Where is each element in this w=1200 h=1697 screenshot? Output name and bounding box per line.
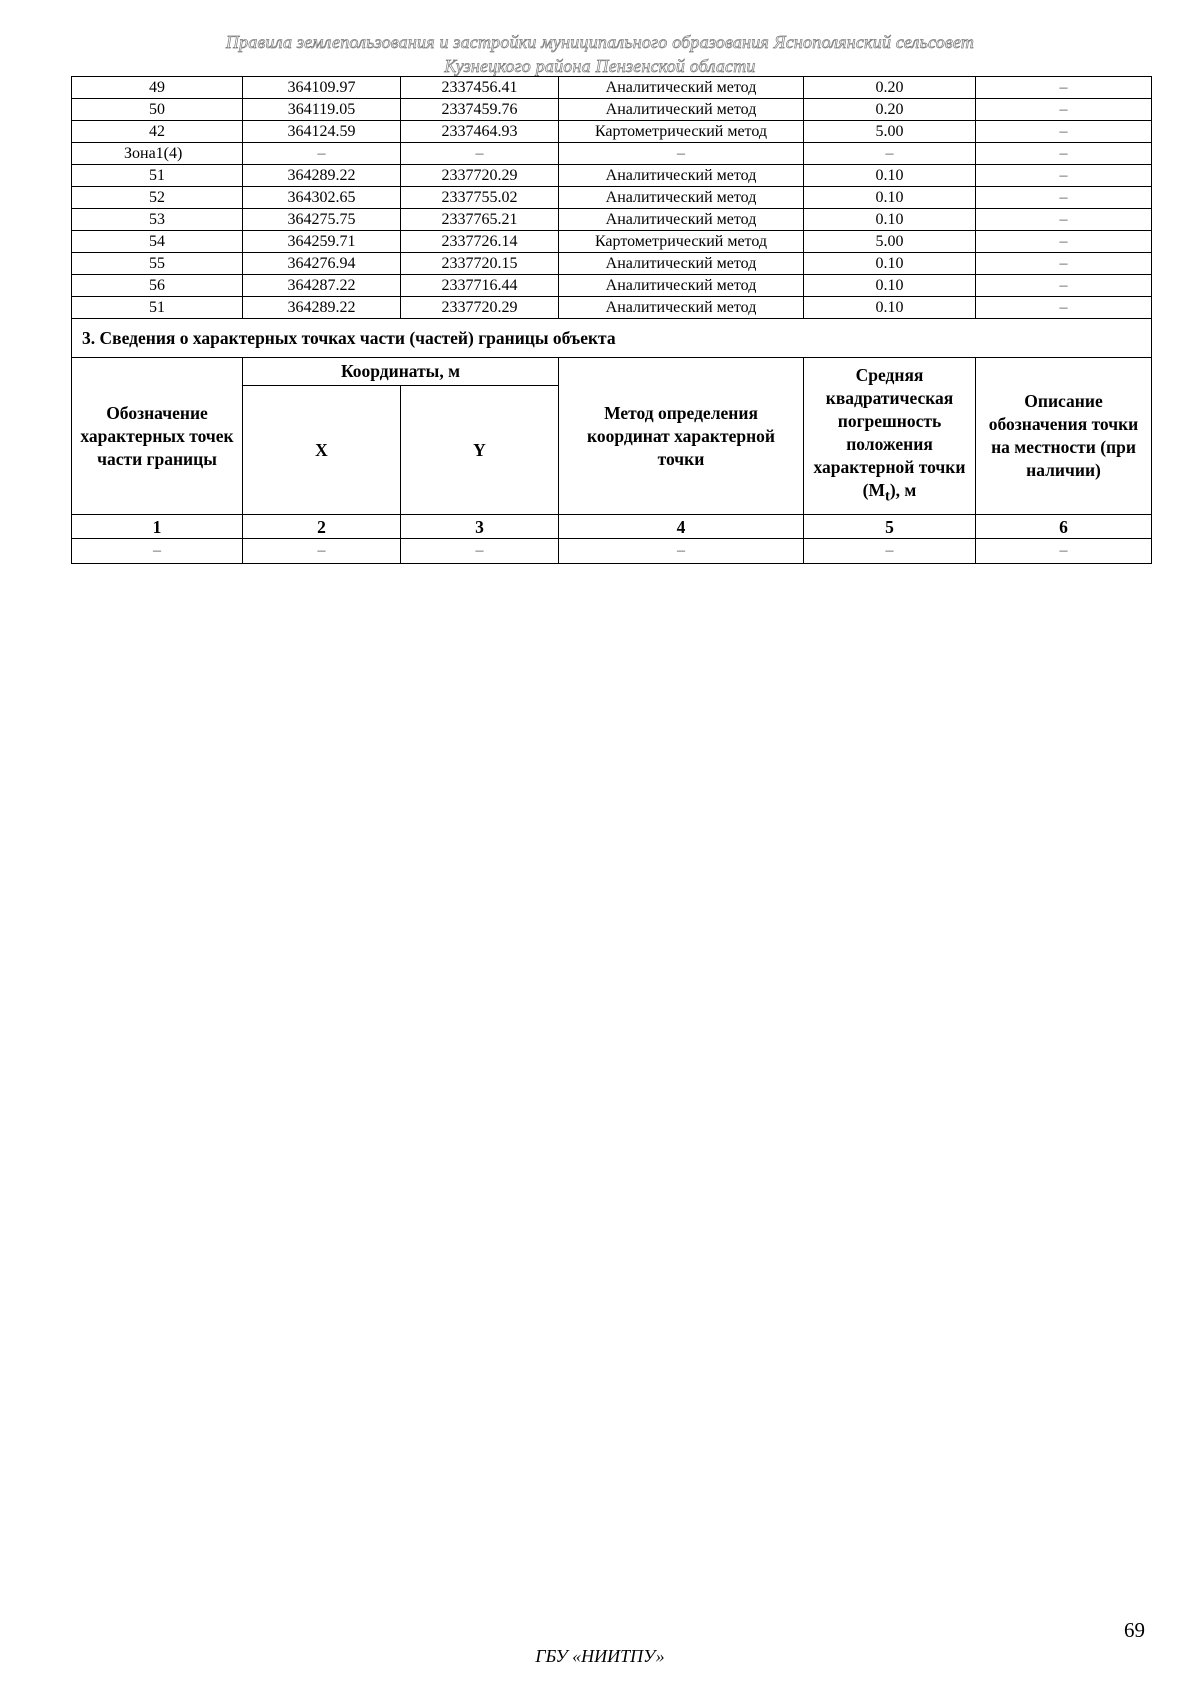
cell-x: 364289.22 (243, 297, 401, 319)
column-number-row (72, 515, 1152, 539)
header-desc: Описание обозначения точки на местности (при наличии) (976, 358, 1152, 515)
cell-y: – (401, 143, 559, 165)
column-number: 1 (72, 515, 243, 539)
header-coords: Координаты, м (243, 358, 559, 386)
cell-y: 2337755.02 (401, 187, 559, 209)
cell-method: Аналитический метод (559, 253, 804, 275)
coordinates-table (71, 76, 1152, 564)
table-row (72, 77, 1152, 99)
column-number: 4 (559, 515, 804, 539)
empty-cell: – (804, 539, 976, 564)
header-line-2: Кузнецкого района Пензенской области (444, 56, 756, 76)
cell-y: 2337464.93 (401, 121, 559, 143)
section-3-row (72, 319, 1152, 358)
header-y: Y (401, 386, 559, 515)
cell-error: 5.00 (804, 231, 976, 253)
cell-point: 51 (72, 297, 243, 319)
cell-y: 2337720.15 (401, 253, 559, 275)
empty-cell: – (559, 539, 804, 564)
cell-x: 364276.94 (243, 253, 401, 275)
table-row (72, 231, 1152, 253)
column-number: 5 (804, 515, 976, 539)
section-3-title: 3. Сведения о характерных точках части (частей) границы объекта (72, 319, 1152, 358)
cell-desc: – (976, 77, 1152, 99)
cell-method: Аналитический метод (559, 77, 804, 99)
cell-error: 0.10 (804, 275, 976, 297)
cell-error: 0.10 (804, 209, 976, 231)
cell-error: 5.00 (804, 121, 976, 143)
cell-desc: – (976, 209, 1152, 231)
table-row (72, 121, 1152, 143)
empty-cell: – (976, 539, 1152, 564)
cell-x: 364275.75 (243, 209, 401, 231)
cell-x: 364109.97 (243, 77, 401, 99)
cell-y: 2337726.14 (401, 231, 559, 253)
header-method: Метод определения координат характерной точки (559, 358, 804, 515)
cell-y: 2337765.21 (401, 209, 559, 231)
empty-data-row (72, 539, 1152, 564)
cell-desc: – (976, 165, 1152, 187)
cell-desc: – (976, 99, 1152, 121)
cell-method: Картометрический метод (559, 121, 804, 143)
cell-method: Аналитический метод (559, 275, 804, 297)
cell-desc: – (976, 275, 1152, 297)
cell-y: 2337459.76 (401, 99, 559, 121)
cell-point: 54 (72, 231, 243, 253)
empty-cell: – (401, 539, 559, 564)
table-row (72, 297, 1152, 319)
cell-desc: – (976, 187, 1152, 209)
cell-x: 364302.65 (243, 187, 401, 209)
cell-point: 56 (72, 275, 243, 297)
cell-point: 51 (72, 165, 243, 187)
cell-desc: – (976, 297, 1152, 319)
cell-y: 2337720.29 (401, 165, 559, 187)
cell-point: 52 (72, 187, 243, 209)
page-header (0, 30, 1200, 78)
cell-x: 364124.59 (243, 121, 401, 143)
table-row (72, 165, 1152, 187)
cell-point: Зона1(4) (72, 143, 243, 165)
cell-point: 55 (72, 253, 243, 275)
cell-error: 0.10 (804, 297, 976, 319)
cell-method: Аналитический метод (559, 297, 804, 319)
table-row (72, 275, 1152, 297)
cell-error: 0.20 (804, 77, 976, 99)
cell-desc: – (976, 143, 1152, 165)
cell-point: 42 (72, 121, 243, 143)
cell-error: 0.20 (804, 99, 976, 121)
header-row-1 (72, 358, 1152, 386)
cell-y: 2337720.29 (401, 297, 559, 319)
cell-error: 0.10 (804, 187, 976, 209)
table-row (72, 209, 1152, 231)
cell-x: 364259.71 (243, 231, 401, 253)
cell-point: 53 (72, 209, 243, 231)
column-number: 6 (976, 515, 1152, 539)
cell-x: 364287.22 (243, 275, 401, 297)
cell-method: Аналитический метод (559, 99, 804, 121)
cell-desc: – (976, 121, 1152, 143)
header-line-1: Правила землепользования и застройки муниципального образования Яснополянский сельсовет (225, 32, 975, 52)
cell-error: 0.10 (804, 253, 976, 275)
empty-cell: – (243, 539, 401, 564)
cell-y: 2337456.41 (401, 77, 559, 99)
cell-method: Аналитический метод (559, 187, 804, 209)
table-row (72, 187, 1152, 209)
cell-x: 364119.05 (243, 99, 401, 121)
cell-desc: – (976, 231, 1152, 253)
header-point: Обозначение характерных точек части границы (72, 358, 243, 515)
cell-y: 2337716.44 (401, 275, 559, 297)
column-number: 2 (243, 515, 401, 539)
header-x: X (243, 386, 401, 515)
cell-error: 0.10 (804, 165, 976, 187)
cell-point: 49 (72, 77, 243, 99)
cell-error: – (804, 143, 976, 165)
page-footer: ГБУ «НИИТПУ» (535, 1646, 665, 1666)
cell-desc: – (976, 253, 1152, 275)
column-number: 3 (401, 515, 559, 539)
header-error (804, 358, 976, 515)
cell-method: Аналитический метод (559, 209, 804, 231)
header-error-main: Средняя квадратическая погрешность положения характерной точки (M (813, 364, 966, 500)
cell-x: 364289.22 (243, 165, 401, 187)
header-error-tail: ), м (889, 479, 917, 500)
empty-cell: – (72, 539, 243, 564)
table-row (72, 99, 1152, 121)
cell-point: 50 (72, 99, 243, 121)
header-error-sub: t (885, 488, 890, 505)
cell-method: Аналитический метод (559, 165, 804, 187)
table-body (72, 77, 1152, 319)
cell-method: – (559, 143, 804, 165)
cell-x: – (243, 143, 401, 165)
page-number: 69 (1124, 1618, 1145, 1642)
cell-method: Картометрический метод (559, 231, 804, 253)
table-row (72, 143, 1152, 165)
table-row (72, 253, 1152, 275)
